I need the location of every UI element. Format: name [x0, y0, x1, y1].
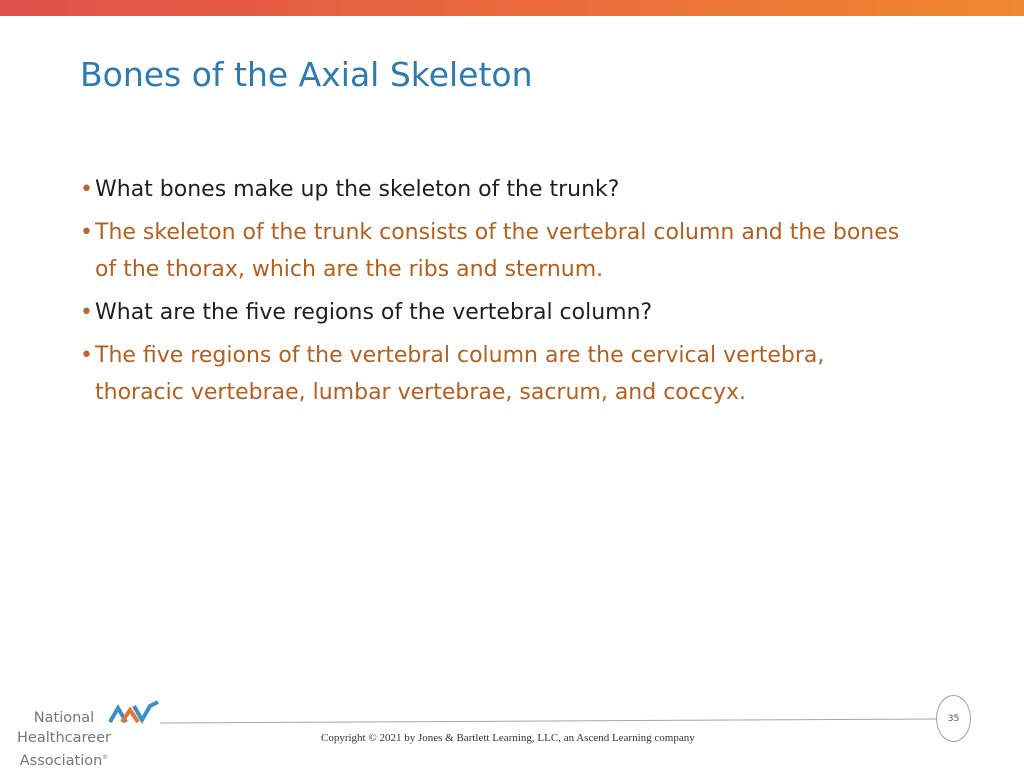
logo-line-3-text: Association: [19, 752, 103, 769]
bullet-answer-1: [80, 214, 920, 288]
bullet-glyph: •: [80, 300, 93, 325]
nha-logo-icon: [108, 700, 160, 726]
logo-line-1: National: [33, 710, 95, 726]
slide-title: Bones of the Axial Skeleton: [80, 55, 533, 94]
registered-mark: ®: [102, 754, 109, 761]
bullet-glyph: •: [80, 343, 93, 368]
bullet-glyph: •: [80, 220, 93, 245]
bullet-question-2: [80, 294, 920, 331]
bullet-answer-2: [80, 337, 920, 411]
bullet-glyph: •: [80, 177, 93, 202]
logo-line-2: Healthcareer: [17, 730, 111, 746]
accent-bar: [0, 0, 1024, 16]
page-number: 35: [947, 713, 960, 724]
copyright-notice: Copyright © 2021 by Jones & Bartlett Learning, LLC, an Ascend Learning company: [321, 732, 695, 744]
bullet-list: [80, 171, 920, 417]
page-number-badge: [936, 695, 971, 742]
footer-divider: [160, 718, 937, 724]
bullet-text: The skeleton of the trunk consists of the vertebral column and the bones of the thorax, which are the ribs and sternum.: [95, 220, 900, 282]
logo-line-3: [2, 748, 126, 771]
bullet-text: What are the five regions of the vertebral column?: [95, 300, 653, 325]
bullet-text: What bones make up the skeleton of the trunk?: [95, 177, 620, 202]
bullet-question-1: [80, 171, 920, 208]
bullet-text: The five regions of the vertebral column are the cervical vertebra, thoracic vertebrae, lumbar vertebrae, sacrum, and coccyx.: [95, 343, 825, 405]
